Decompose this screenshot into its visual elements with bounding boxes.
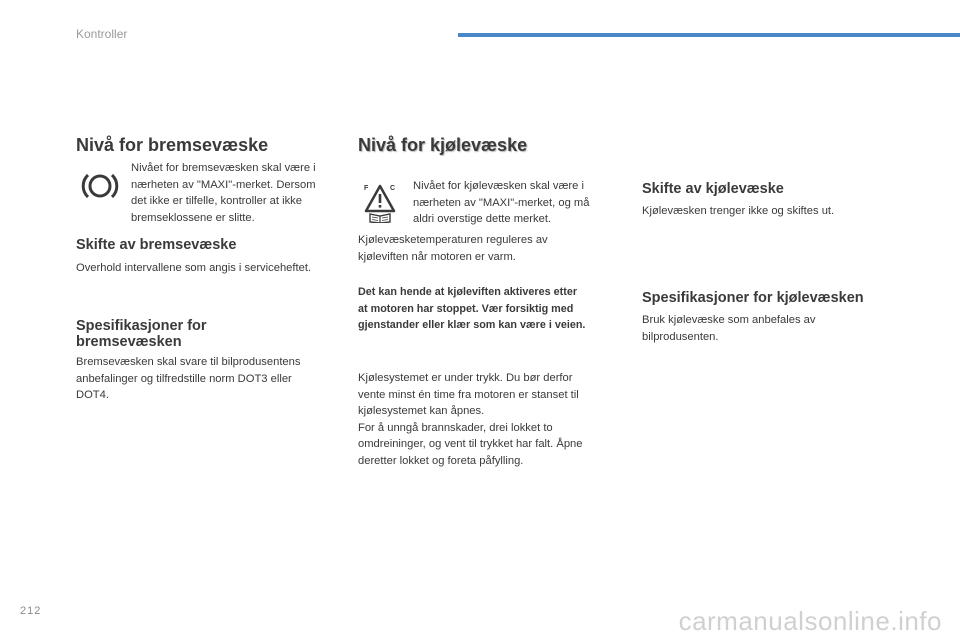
fan-warning-text: Det kan hende at kjøleviften aktiveres etter at motoren har stoppet. Vær forsiktig med gjenstander eller klær som kan være i veien. — [358, 286, 586, 331]
brake-fluid-heading: Nivå for bremsevæske — [76, 135, 269, 155]
coolant-spec-text: Bruk kjølevæske som anbefales av bilprodusenten. — [642, 314, 816, 343]
brake-fluid-spec-heading: Spesifikasjoner for bremsevæsken — [76, 318, 207, 350]
coolant-warning-icon — [362, 180, 398, 224]
brake-fluid-intro: Nivået for bremsevæsken skal være i nærheten av "MAXI"-merket. Dersom det ikke er tilfelle, kontroller at ikke bremseklossene er slitte. — [131, 162, 316, 224]
header-accent-bar — [458, 33, 960, 37]
coolant-spec-heading: Spesifikasjoner for kjølevæsken — [642, 290, 864, 306]
coolant-change-text: Kjølevæsken trenger ikke og skiftes ut. — [642, 205, 835, 217]
coolant-temperature-text: Kjølevæsketemperaturen reguleres av kjøleviften når motoren er varm. — [358, 234, 548, 263]
svg-text:C: C — [390, 185, 396, 192]
svg-text:F: F — [364, 185, 369, 192]
brake-fluid-change-text: Overhold intervallene som angis i serviceheftet. — [76, 262, 312, 274]
watermark: carmanualsonline.info — [678, 606, 942, 636]
section-title: Kontroller — [76, 27, 128, 41]
page-number: 212 — [20, 605, 42, 617]
coolant-change-heading: Skifte av kjølevæske — [642, 181, 784, 197]
pressure-warning-text: Kjølesystemet er under trykk. Du bør derfor vente minst én time fra motoren er stanset til kjølesystemet kan åpnes. For å unngå brannskader, drei lokket to omdreininger, og vent til trykket har falt. Åpne deretter lokket og foreta påfylling. — [358, 372, 583, 467]
coolant-level-intro: Nivået for kjølevæsken skal være i nærheten av "MAXI"-merket, og må aldri overstige dette merket. — [413, 180, 590, 225]
coolant-level-heading: Nivå for kjølevæske — [358, 135, 528, 155]
brake-fluid-change-heading: Skifte av bremsevæske — [76, 237, 237, 253]
brake-warning-icon — [80, 168, 120, 204]
brake-fluid-spec-text: Bremsevæsken skal svare til bilprodusentens anbefalinger og tilfredstille norm DOT3 eller DOT4. — [76, 356, 301, 401]
